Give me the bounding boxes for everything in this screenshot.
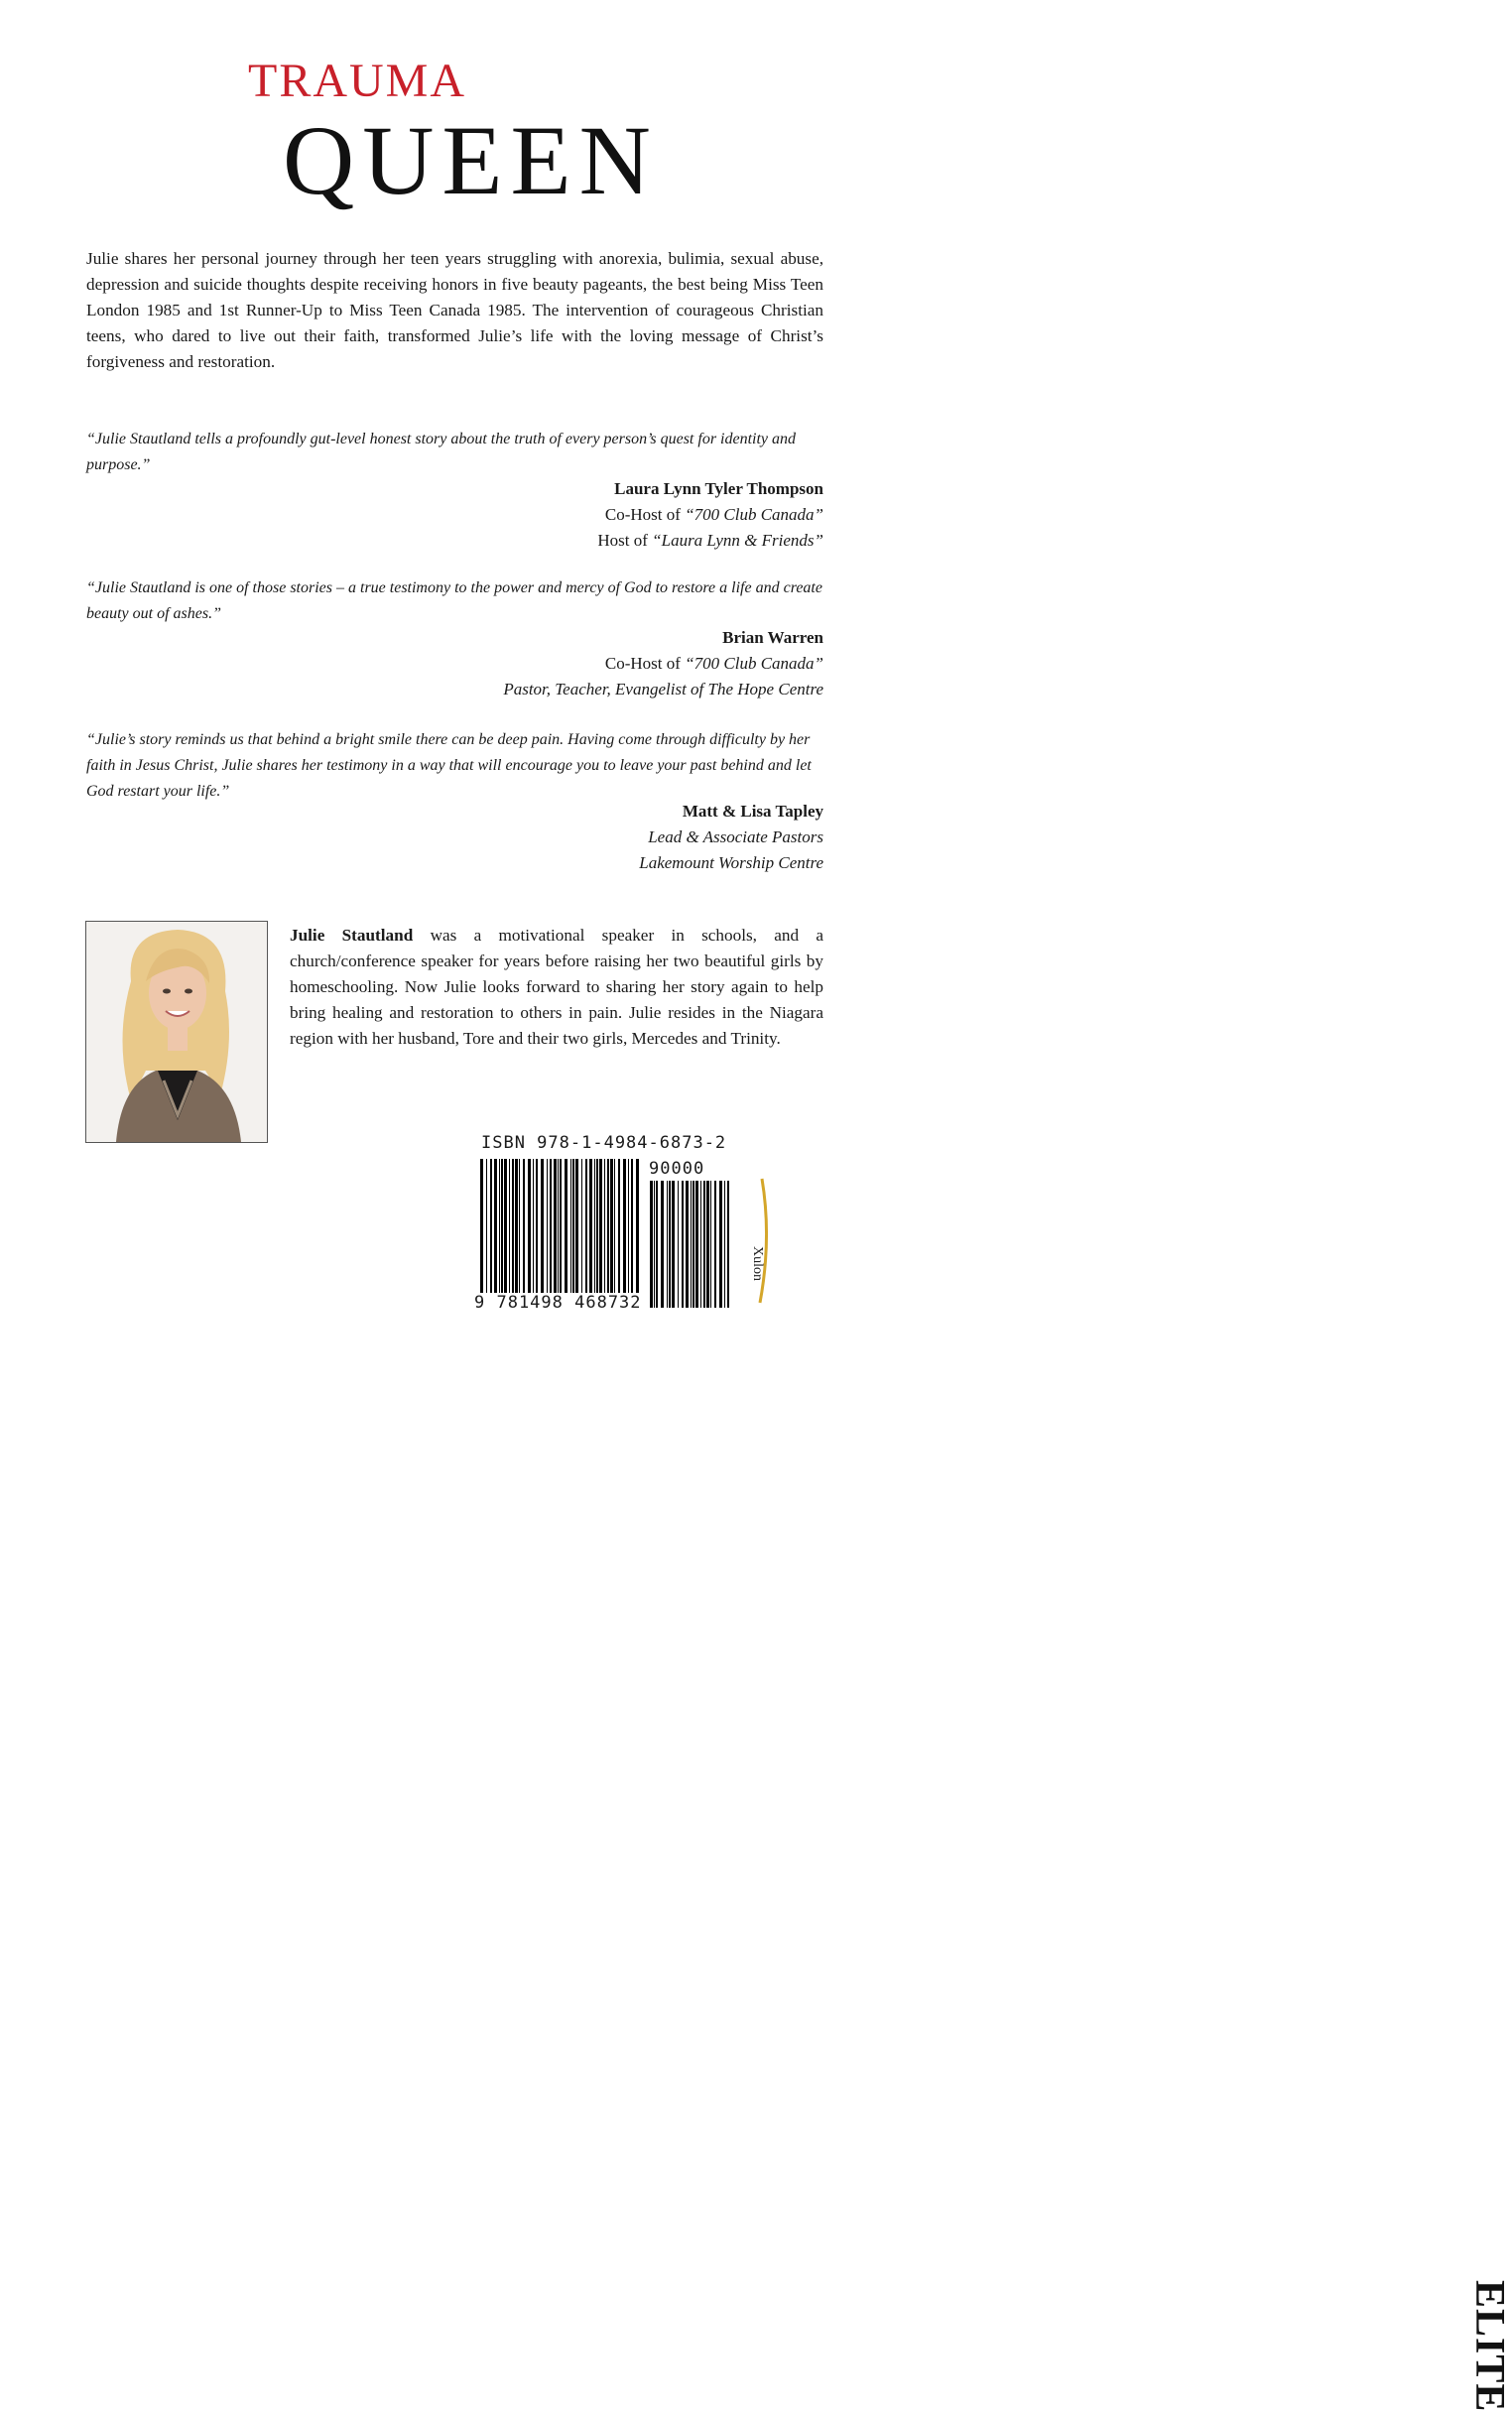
endorsement-quote-1: “Julie Stautland tells a profoundly gut-level honest story about the truth of every person’s quest for identity and purpose.”	[86, 431, 797, 473]
endorsement-attribution-1	[597, 476, 823, 554]
endorser-title-line: Lead & Associate Pastors	[648, 827, 823, 846]
author-name: Julie Stautland	[290, 926, 414, 945]
endorsement-attribution-3	[639, 799, 823, 876]
endorser-name: Brian Warren	[722, 628, 823, 647]
endorser-title-line: Co-Host of “700 Club Canada”	[604, 505, 823, 524]
title-queen: QUEEN	[283, 105, 659, 215]
price-code: 90000	[649, 1159, 705, 1179]
endorsement-attribution-2	[503, 625, 823, 702]
endorser-title-line: Host of “Laura Lynn & Friends”	[597, 531, 823, 550]
publisher-logo: ELITE Xulon	[732, 1139, 782, 1318]
isbn-label: ISBN 978-1-4984-6873-2	[481, 1133, 727, 1153]
endorser-title-line: Lakemount Worship Centre	[639, 853, 823, 872]
book-blurb: Julie shares her personal journey through her teen years struggling with anorexia, bulimia, sexual abuse, depression and suicide thoughts despite receiving honors in five beauty pageants, the best being Miss Teen London 1985 and 1st Runner-Up to Miss Teen Canada 1985. The intervention of courageous Christian teens, who dared to live out their faith, transformed Julie’s life with the loving message of Christ’s forgiveness and restoration.	[86, 249, 823, 371]
price-barcode	[650, 1181, 731, 1308]
endorser-title-line: Co-Host of “700 Club Canada”	[604, 654, 823, 673]
publisher-subname: Xulon	[750, 1246, 765, 1281]
endorser-name: Matt & Lisa Tapley	[682, 802, 823, 821]
isbn-barcode	[480, 1159, 639, 1310]
endorsement-quote-3: “Julie’s story reminds us that behind a bright smile there can be deep pain. Having come through difficulty by her faith in Jesus Christ, Julie shares her testimony in a way that will encourage you to leave your past behind and let God restart your life.”	[86, 731, 812, 800]
title-trauma: TRAUMA	[248, 55, 467, 107]
endorsement-quote-2: “Julie Stautland is one of those stories – a true testimony to the power and mercy of God to restore a life and create beauty out of ashes.”	[86, 579, 822, 622]
author-photo	[85, 921, 268, 1143]
endorser-title-line: Pastor, Teacher, Evangelist of The Hope Centre	[503, 680, 823, 698]
author-bio: Julie Stautland was a motivational speaker in schools, and a church/conference speaker for years before raising her two beautiful girls by homeschooling. Now Julie looks forward to sharing her story again to help bring healing and restoration to others in pain. Julie resides in the Niagara region with her husband, Tore and their two girls, Mercedes and Trinity.	[290, 926, 823, 1048]
barcode-number: 9 781498 468732	[474, 1293, 642, 1313]
endorser-name: Laura Lynn Tyler Thompson	[614, 479, 823, 498]
